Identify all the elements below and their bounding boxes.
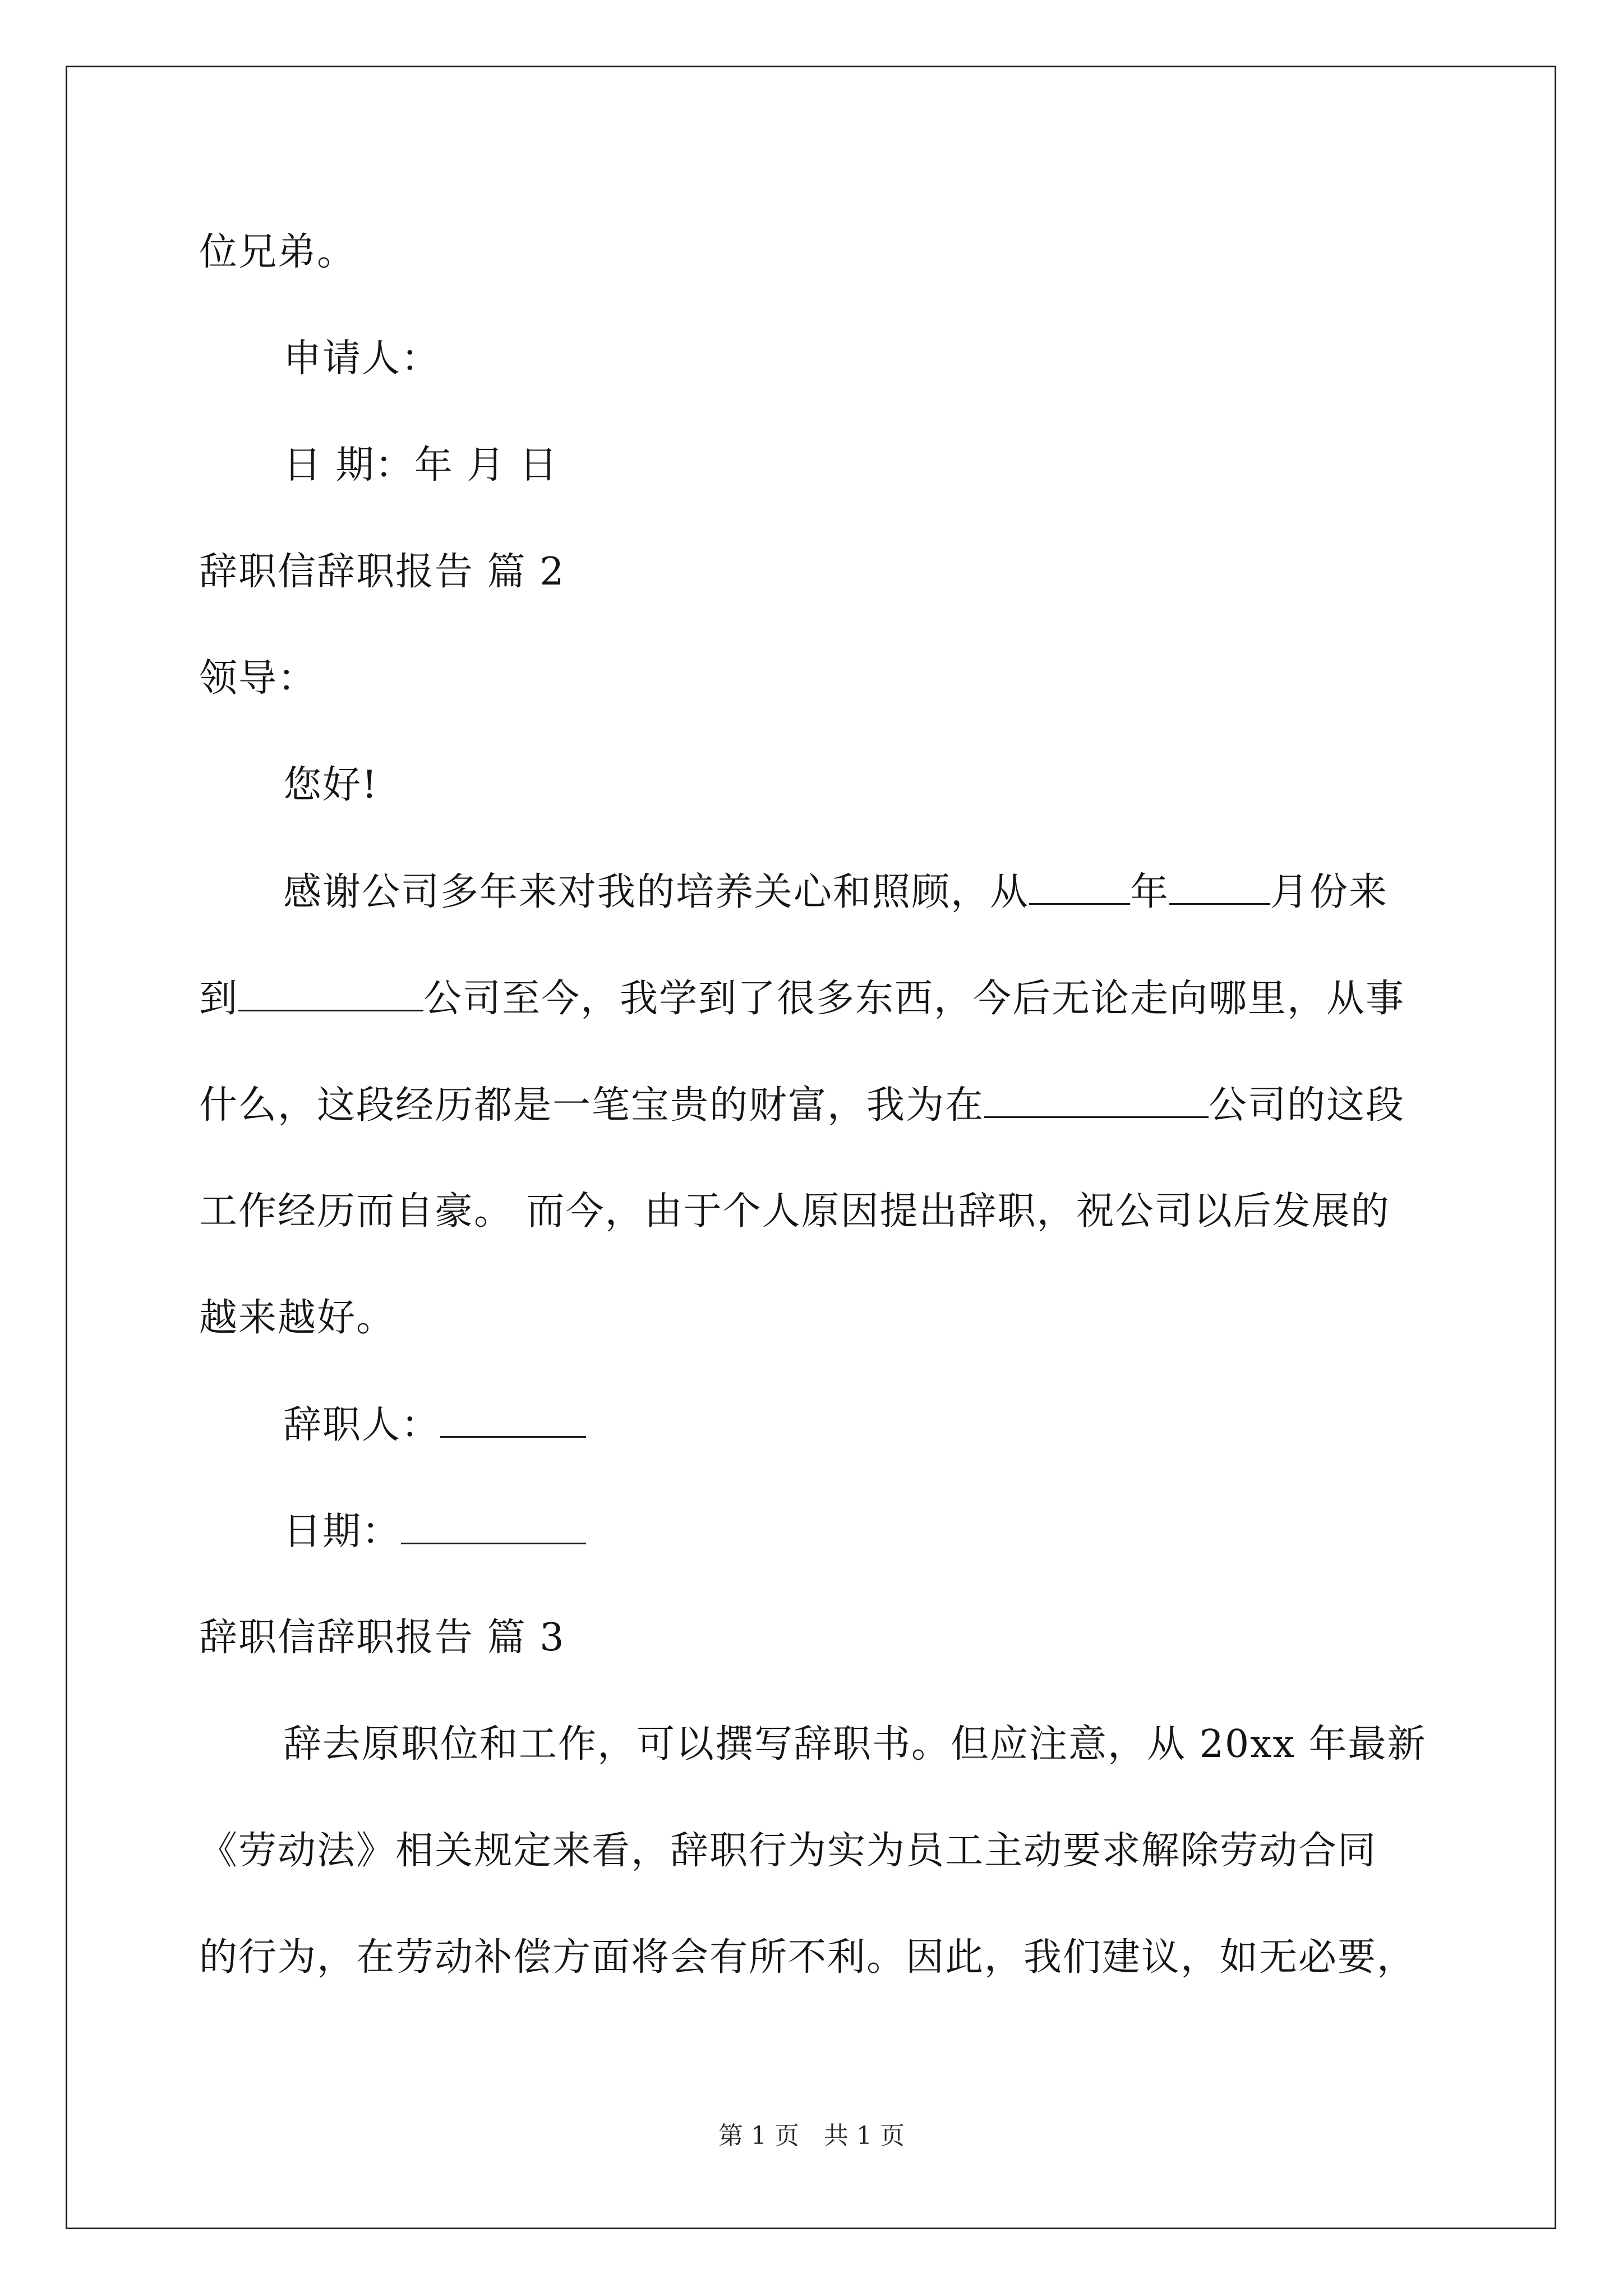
paragraph-line: 辞去原职位和工作，可以撰写辞职书。但应注意，从 20xx 年最新 — [283, 1722, 1427, 1766]
fill-blank — [401, 1509, 586, 1544]
paragraph-line: 工作经历而自豪。 而今，由于个人原因提出辞职，祝公司以后发展的 — [199, 1189, 1390, 1234]
section-heading: 辞职信辞职报告 篇 3 — [199, 1616, 565, 1660]
text-segment: 到 — [199, 977, 239, 1021]
paragraph-line — [283, 869, 1388, 915]
paragraph-line: 的行为，在劳动补偿方面将会有所不利。因此，我们建议，如无必要， — [199, 1935, 1417, 1980]
text-segment: 公司至今，我学到了很多东西，今后无论走向哪里，从事 — [423, 977, 1405, 1021]
fill-blank — [1169, 869, 1270, 905]
page-footer: 第 1 页 共 1 页 — [718, 2122, 905, 2150]
applicant-label: 申请人： — [283, 337, 441, 381]
paragraph-line — [199, 1083, 1405, 1128]
salutation: 领导： — [199, 656, 317, 701]
text-segment: 感谢公司多年来对我的培养关心和照顾，从 — [283, 870, 1030, 914]
paragraph-line: 越来越好。 — [199, 1296, 396, 1340]
resigner-line — [283, 1402, 586, 1448]
text-segment: 公司的这段 — [1209, 1083, 1405, 1128]
fill-blank — [238, 976, 423, 1011]
text-segment: 什么，这段经历都是一笔宝贵的财富，我为在 — [199, 1083, 985, 1128]
greeting: 您好! — [283, 763, 379, 807]
fill-blank — [984, 1083, 1209, 1118]
date-line: 日 期：年 月 日 — [283, 443, 559, 487]
fill-blank — [440, 1402, 586, 1438]
text-line: 位兄弟。 — [199, 230, 357, 274]
page-border — [66, 66, 1556, 2229]
text-segment: 年 — [1130, 870, 1170, 914]
resigner-label: 辞职人： — [283, 1403, 441, 1447]
paragraph-line: 《劳动法》相关规定来看，辞职行为实为员工主动要求解除劳动合同 — [199, 1829, 1377, 1873]
paragraph-line — [199, 976, 1405, 1022]
text-segment: 月份来 — [1270, 870, 1389, 914]
fill-blank — [1029, 869, 1130, 905]
section-heading: 辞职信辞职报告 篇 2 — [199, 550, 565, 594]
date-label: 日期： — [283, 1510, 402, 1554]
date-line — [283, 1509, 586, 1554]
